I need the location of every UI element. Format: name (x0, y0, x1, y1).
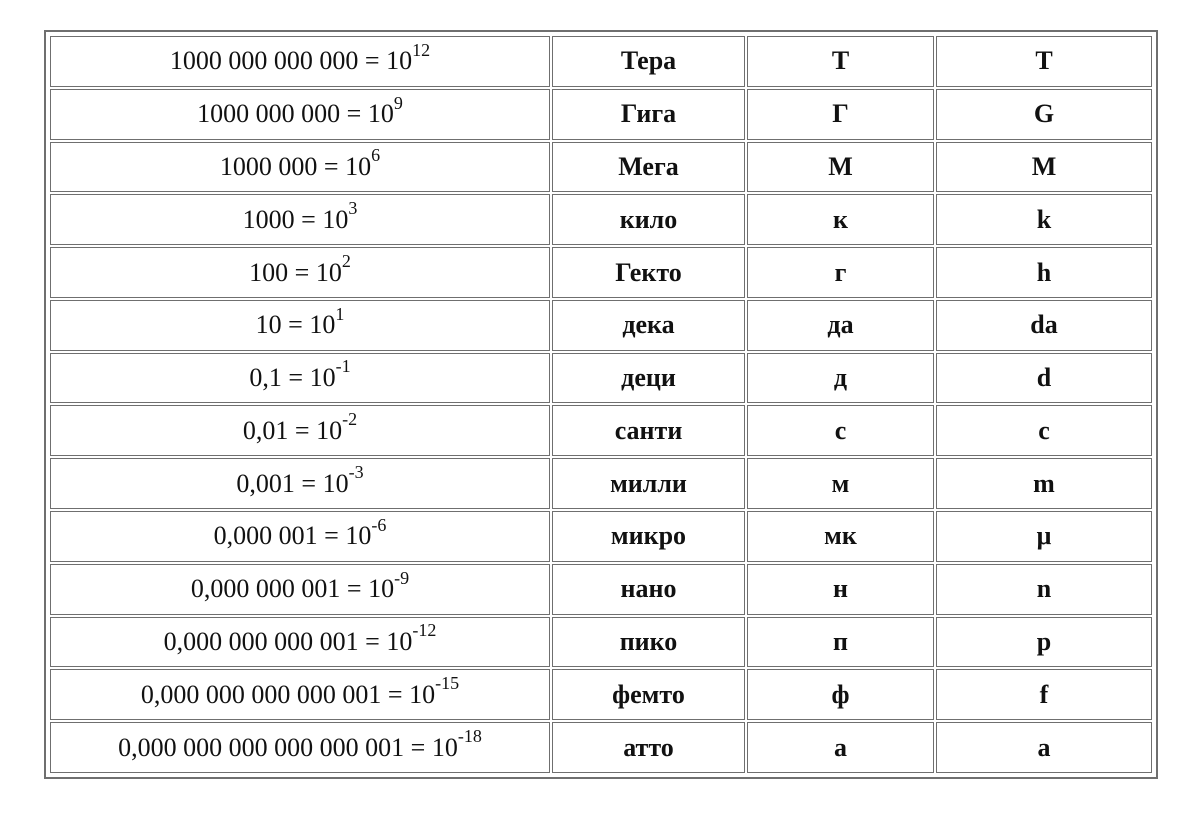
factor-cell (50, 353, 550, 404)
factor-cell (50, 405, 550, 456)
table-row (50, 722, 1152, 773)
factor-exponent: 9 (393, 92, 403, 113)
international-symbol-cell: m (936, 458, 1152, 509)
factor-value: 0,000 001 = 10 (213, 521, 372, 551)
table-row (50, 511, 1152, 562)
table-row (50, 564, 1152, 615)
prefix-name-cell: Гекто (552, 247, 745, 298)
prefix-name-cell: микро (552, 511, 745, 562)
table-row (50, 36, 1152, 87)
international-symbol-cell: a (936, 722, 1152, 773)
international-symbol-cell: d (936, 353, 1152, 404)
factor-exponent: 6 (371, 145, 381, 166)
russian-symbol-cell: д (747, 353, 934, 404)
prefix-name-cell: атто (552, 722, 745, 773)
international-symbol-cell: c (936, 405, 1152, 456)
international-symbol-cell: n (936, 564, 1152, 615)
factor-exponent: -1 (335, 356, 351, 377)
prefix-name-cell: дека (552, 300, 745, 351)
factor-cell (50, 564, 550, 615)
factor-cell (50, 617, 550, 668)
factor-value: 0,1 = 10 (249, 363, 336, 393)
russian-symbol-cell: к (747, 194, 934, 245)
table-row (50, 247, 1152, 298)
factor-value: 0,001 = 10 (236, 468, 349, 498)
si-prefix-table-frame (44, 30, 1158, 779)
factor-value: 0,000 000 000 001 = 10 (163, 626, 413, 656)
factor-value: 10 = 10 (255, 310, 336, 340)
russian-symbol-cell: г (747, 247, 934, 298)
russian-symbol-cell: н (747, 564, 934, 615)
table-row (50, 458, 1152, 509)
international-symbol-cell: μ (936, 511, 1152, 562)
table-row (50, 142, 1152, 193)
table-row (50, 669, 1152, 720)
factor-exponent: 2 (341, 250, 351, 271)
factor-value: 100 = 10 (249, 257, 342, 287)
factor-exponent: -15 (435, 673, 460, 694)
russian-symbol-cell: ф (747, 669, 934, 720)
factor-cell (50, 142, 550, 193)
prefix-name-cell: пико (552, 617, 745, 668)
prefix-name-cell: кило (552, 194, 745, 245)
international-symbol-cell: p (936, 617, 1152, 668)
factor-cell (50, 36, 550, 87)
factor-cell (50, 722, 550, 773)
factor-exponent: 3 (348, 198, 358, 219)
factor-value: 0,000 000 001 = 10 (190, 574, 395, 604)
international-symbol-cell: G (936, 89, 1152, 140)
factor-value: 1000 = 10 (242, 204, 349, 234)
factor-exponent: 12 (412, 39, 431, 60)
russian-symbol-cell: Г (747, 89, 934, 140)
russian-symbol-cell: п (747, 617, 934, 668)
russian-symbol-cell: да (747, 300, 934, 351)
factor-cell (50, 300, 550, 351)
factor-exponent: 1 (335, 303, 345, 324)
prefix-name-cell: Мега (552, 142, 745, 193)
international-symbol-cell: M (936, 142, 1152, 193)
factor-value: 0,01 = 10 (242, 415, 343, 445)
factor-value: 1000 000 000 = 10 (197, 99, 394, 129)
factor-exponent: -9 (394, 567, 410, 588)
factor-value: 0,000 000 000 000 000 001 = 10 (118, 732, 458, 762)
russian-symbol-cell: мк (747, 511, 934, 562)
international-symbol-cell: da (936, 300, 1152, 351)
russian-symbol-cell: с (747, 405, 934, 456)
factor-exponent: -3 (348, 461, 364, 482)
prefix-name-cell: нано (552, 564, 745, 615)
table-row (50, 353, 1152, 404)
factor-cell (50, 194, 550, 245)
international-symbol-cell: k (936, 194, 1152, 245)
prefix-name-cell: Тера (552, 36, 745, 87)
international-symbol-cell: f (936, 669, 1152, 720)
international-symbol-cell: h (936, 247, 1152, 298)
prefix-name-cell: милли (552, 458, 745, 509)
factor-cell (50, 247, 550, 298)
prefix-name-cell: Гига (552, 89, 745, 140)
russian-symbol-cell: Т (747, 36, 934, 87)
factor-exponent: -6 (371, 514, 387, 535)
factor-exponent: -18 (457, 725, 482, 746)
prefix-name-cell: фемто (552, 669, 745, 720)
factor-cell (50, 89, 550, 140)
table-row (50, 405, 1152, 456)
prefix-name-cell: санти (552, 405, 745, 456)
russian-symbol-cell: М (747, 142, 934, 193)
table-row (50, 617, 1152, 668)
si-prefix-table (48, 34, 1154, 775)
international-symbol-cell: T (936, 36, 1152, 87)
factor-value: 0,000 000 000 000 001 = 10 (140, 679, 436, 709)
factor-cell (50, 669, 550, 720)
factor-value: 1000 000 000 000 = 10 (169, 46, 413, 76)
table-row (50, 89, 1152, 140)
russian-symbol-cell: м (747, 458, 934, 509)
factor-cell (50, 458, 550, 509)
factor-exponent: -12 (412, 620, 437, 641)
factor-cell (50, 511, 550, 562)
table-row (50, 194, 1152, 245)
russian-symbol-cell: а (747, 722, 934, 773)
factor-exponent: -2 (342, 409, 358, 430)
factor-value: 1000 000 = 10 (219, 151, 372, 181)
prefix-name-cell: деци (552, 353, 745, 404)
table-row (50, 300, 1152, 351)
